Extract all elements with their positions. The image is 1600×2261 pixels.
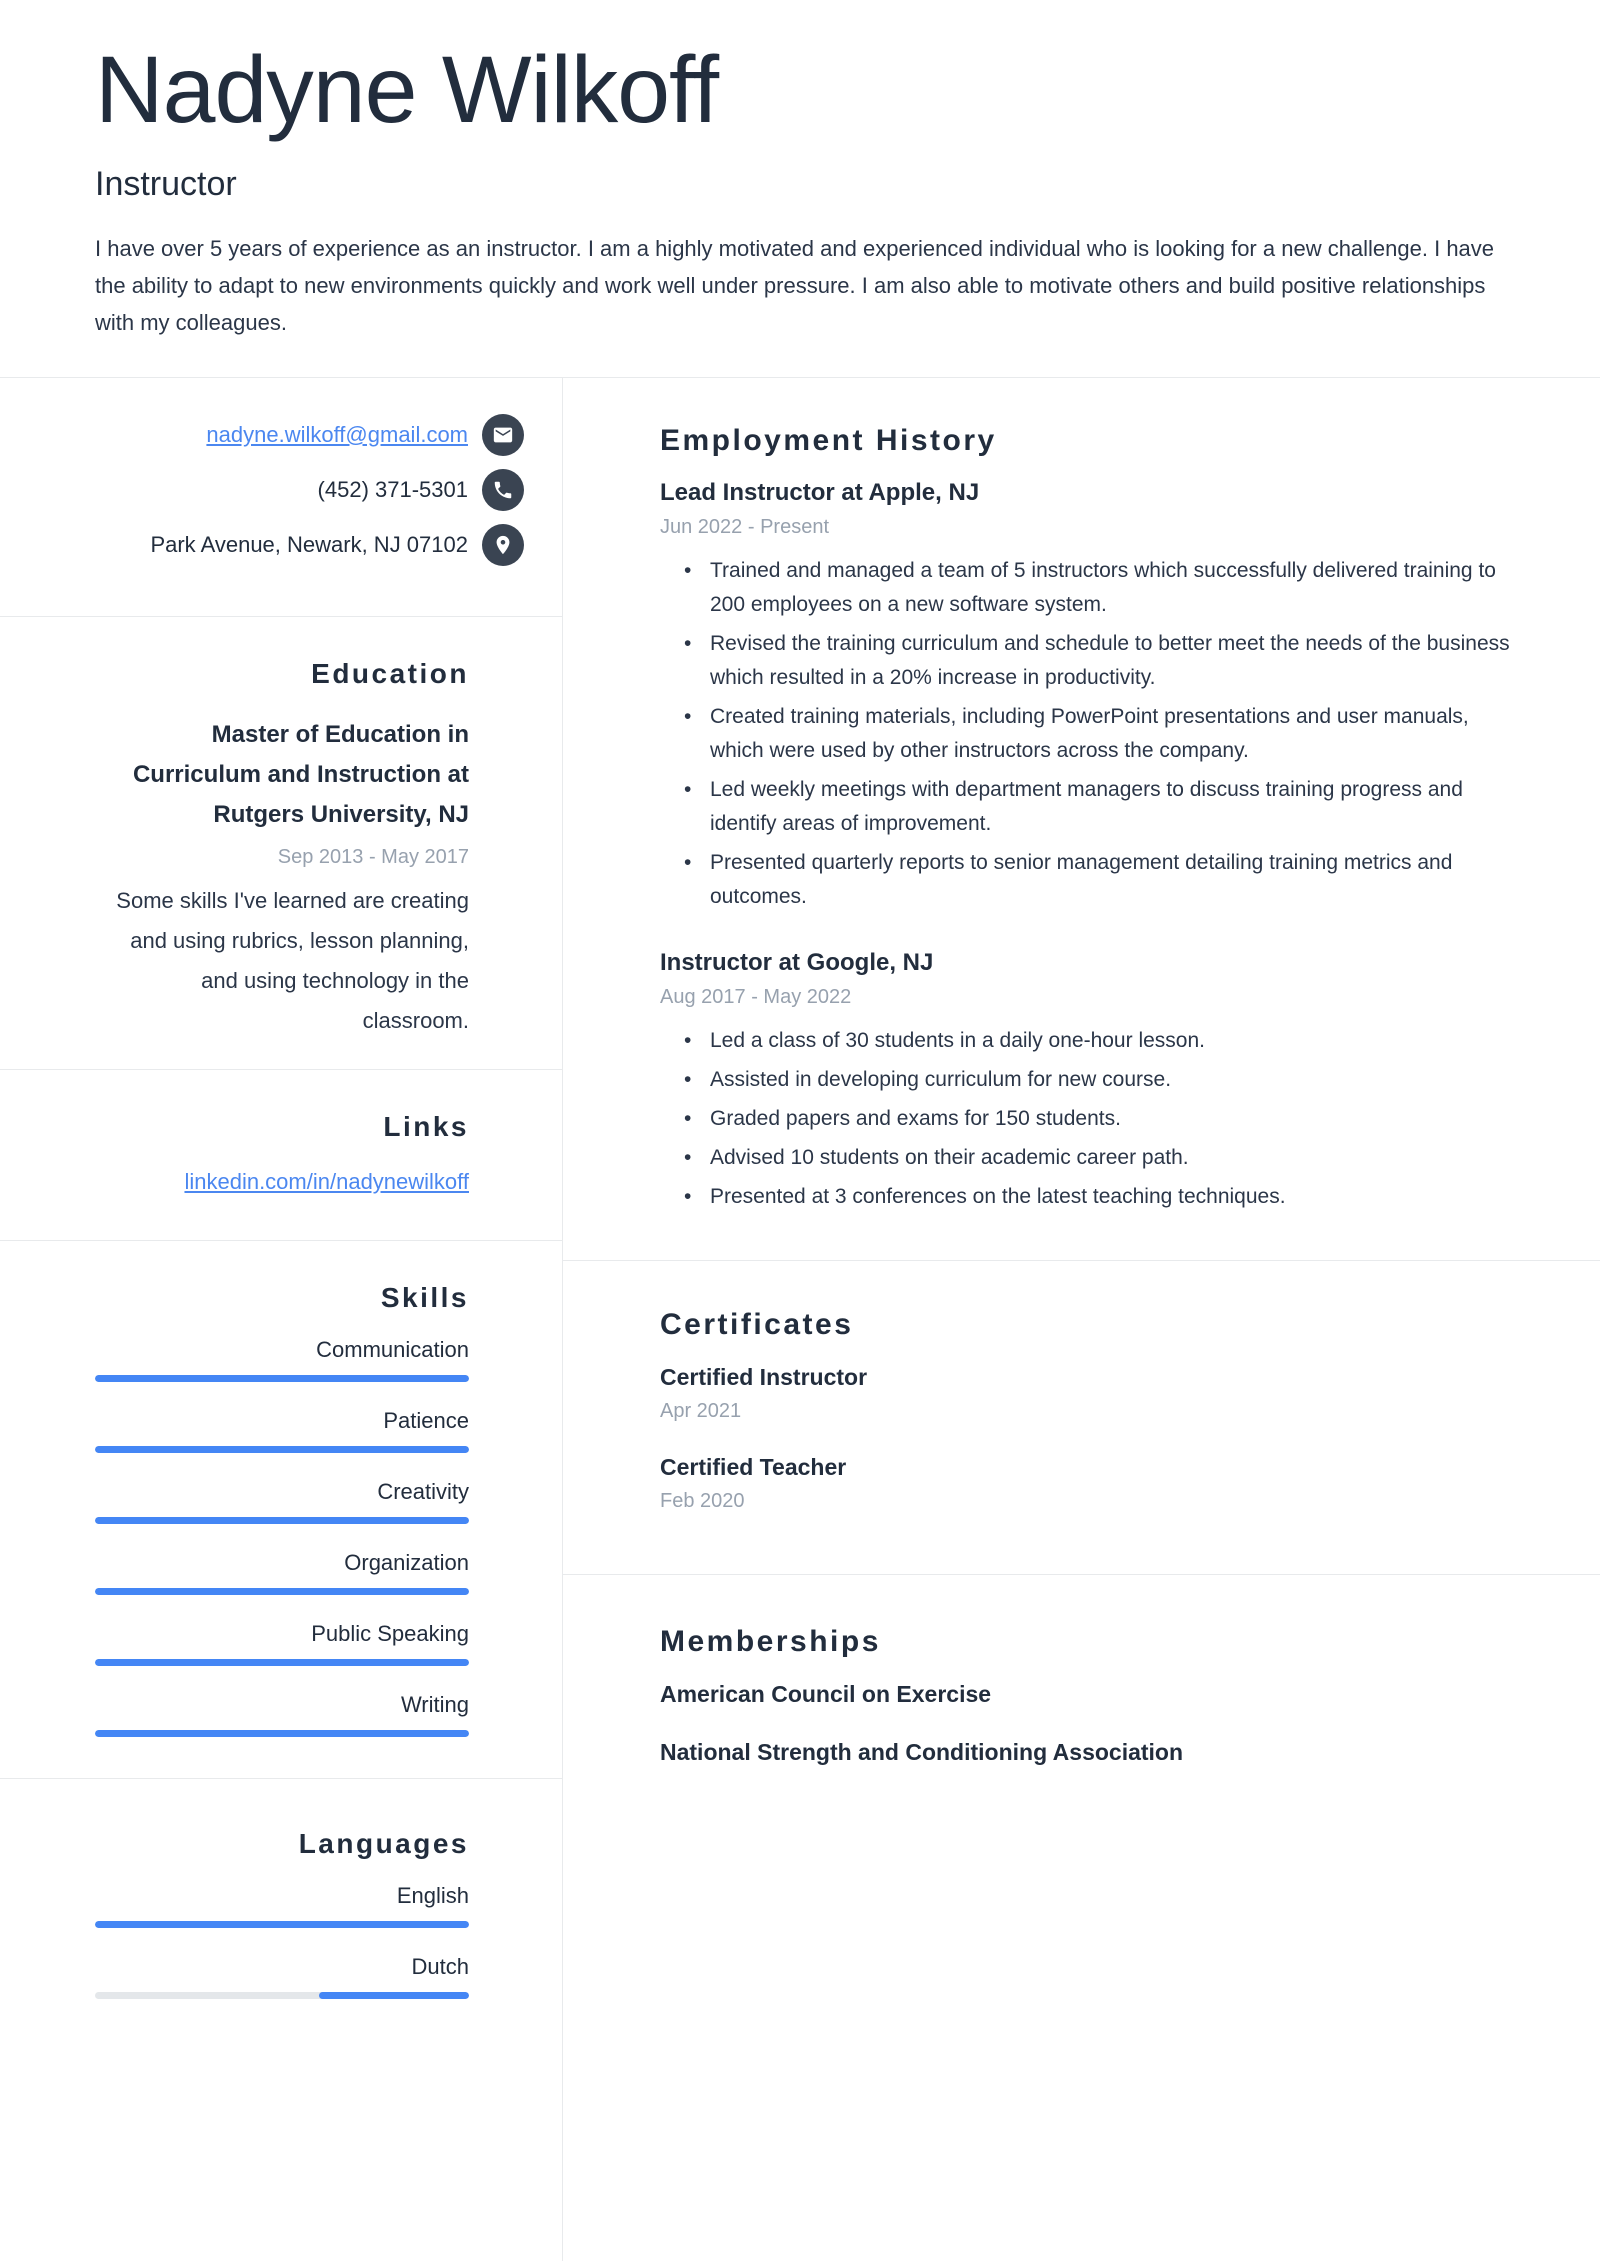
certificates-heading: Certificates — [660, 1307, 854, 1341]
job-bullet: • Led a class of 30 students in a daily one-hour lesson. — [660, 1024, 1520, 1058]
skills-section — [0, 1241, 562, 1779]
job-bullet: • Presented quarterly reports to senior management detailing training metrics and outcomes. — [660, 846, 1520, 914]
education-degree: Master of Education in Curriculum and Instruction at Rutgers University, NJ — [132, 720, 469, 828]
job-bullet: • Advised 10 students on their academic career path. — [660, 1141, 1520, 1175]
certificate-date: Feb 2020 — [660, 1489, 745, 1512]
job-entry — [660, 948, 1520, 1214]
job-bullets — [660, 554, 1520, 914]
phone-number: (452) 371-5301 — [317, 476, 468, 502]
membership-item: American Council on Exercise — [660, 1680, 992, 1707]
certificates-section — [563, 1261, 1600, 1575]
skill-label: Organization — [344, 1549, 469, 1575]
skill-bar-fill — [95, 1446, 469, 1453]
education-description: Some skills I've learned are creating and using rubrics, lesson planning, and using technology in the classroom. — [116, 887, 469, 1033]
sidebar — [0, 378, 563, 2261]
languages-list — [95, 1883, 469, 1999]
skill-item — [95, 1692, 469, 1737]
skill-label: English — [396, 1882, 469, 1908]
phone-icon — [482, 469, 524, 511]
skill-label: Patience — [383, 1407, 469, 1433]
job-bullet: • Assisted in developing curriculum for new course. — [660, 1063, 1520, 1097]
skill-item — [95, 1883, 469, 1928]
skill-item — [95, 1337, 469, 1382]
person-name: Nadyne Wilkoff — [95, 37, 719, 143]
memberships-heading: Memberships — [660, 1624, 881, 1658]
certificate-name: Certified Teacher — [660, 1453, 847, 1480]
contact-row-address — [95, 524, 524, 566]
certificates-list — [660, 1362, 1520, 1514]
education-section — [0, 617, 562, 1070]
header — [0, 0, 1600, 377]
links-heading: Links — [383, 1110, 469, 1142]
skill-bar-fill — [95, 1375, 469, 1382]
email-link[interactable]: nadyne.wilkoff@gmail.com — [206, 421, 468, 447]
skill-item — [95, 1954, 469, 1999]
skill-bar-fill — [95, 1588, 469, 1595]
education-dates: Sep 2013 - May 2017 — [277, 845, 469, 868]
certificate-item — [660, 1452, 1520, 1514]
skill-bar — [95, 1588, 469, 1595]
skill-bar — [95, 1517, 469, 1524]
job-bullet: • Trained and managed a team of 5 instructors which successfully delivered training to 200 employees on a new software system. — [660, 554, 1520, 622]
job-entry — [660, 478, 1520, 914]
skill-bar-fill — [95, 1659, 469, 1666]
location-pin-icon — [482, 524, 524, 566]
languages-section — [0, 1779, 562, 2027]
job-bullet: • Revised the training curriculum and schedule to better meet the needs of the business which resulted in a 20% increase in productivity. — [660, 627, 1520, 695]
mail-icon — [482, 414, 524, 456]
job-bullets — [660, 1024, 1520, 1214]
skill-item — [95, 1621, 469, 1666]
employment-section — [563, 378, 1600, 1261]
skill-bar-fill — [95, 1730, 469, 1737]
skill-bar — [95, 1921, 469, 1928]
memberships-list — [660, 1679, 1520, 1767]
skill-item — [95, 1479, 469, 1524]
skill-bar-fill — [95, 1517, 469, 1524]
content-columns — [0, 377, 1600, 2261]
skill-bar — [95, 1375, 469, 1382]
skill-bar — [95, 1446, 469, 1453]
skill-bar-fill — [95, 1921, 469, 1928]
linkedin-link[interactable]: linkedin.com/in/nadynewilkoff — [184, 1168, 469, 1194]
job-title: Lead Instructor at Apple, NJ — [660, 478, 980, 506]
skill-label: Dutch — [411, 1953, 469, 1979]
contact-section — [0, 378, 562, 617]
job-dates: Aug 2017 - May 2022 — [660, 985, 852, 1008]
certificate-item — [660, 1362, 1520, 1424]
job-bullet: • Presented at 3 conferences on the latest teaching techniques. — [660, 1180, 1520, 1214]
job-bullet: • Created training materials, including PowerPoint presentations and user manuals, which were used by other instructors across the company. — [660, 700, 1520, 768]
skill-label: Writing — [400, 1691, 469, 1717]
contact-row-phone — [95, 469, 524, 511]
skill-bar-fill — [319, 1992, 469, 1999]
job-bullet: • Led weekly meetings with department managers to discuss training progress and identify areas of improvement. — [660, 773, 1520, 841]
skills-list — [95, 1337, 469, 1737]
links-section — [0, 1070, 562, 1241]
certificate-name: Certified Instructor — [660, 1363, 868, 1390]
education-heading: Education — [311, 657, 469, 689]
address-text: Park Avenue, Newark, NJ 07102 — [150, 531, 468, 557]
skill-label: Creativity — [377, 1478, 469, 1504]
main-column — [563, 378, 1600, 2261]
skill-label: Public Speaking — [311, 1620, 469, 1646]
skill-label: Communication — [316, 1336, 469, 1362]
job-title: Instructor at Google, NJ — [660, 948, 934, 976]
languages-heading: Languages — [298, 1827, 469, 1859]
skill-bar — [95, 1659, 469, 1666]
skill-bar — [95, 1992, 469, 1999]
membership-item: National Strength and Conditioning Association — [660, 1738, 1184, 1765]
contact-row-email — [95, 414, 524, 456]
jobs-list — [660, 478, 1520, 1214]
certificate-date: Apr 2021 — [660, 1399, 742, 1422]
memberships-section — [563, 1575, 1600, 1808]
skill-item — [95, 1550, 469, 1595]
skill-item — [95, 1408, 469, 1453]
employment-heading: Employment History — [660, 423, 997, 457]
profile-summary: I have over 5 years of experience as an instructor. I am a highly motivated and experienced individual who is looking for a new challenge. I have the ability to adapt to new environments quickly and work well under pressure. I am also able to motivate others and build positive relationships with my colleagues. — [95, 235, 1495, 335]
skill-bar — [95, 1730, 469, 1737]
skills-heading: Skills — [380, 1281, 469, 1313]
person-job-title: Instructor — [95, 164, 237, 203]
job-bullet: • Graded papers and exams for 150 students. — [660, 1102, 1520, 1136]
job-dates: Jun 2022 - Present — [660, 515, 829, 538]
